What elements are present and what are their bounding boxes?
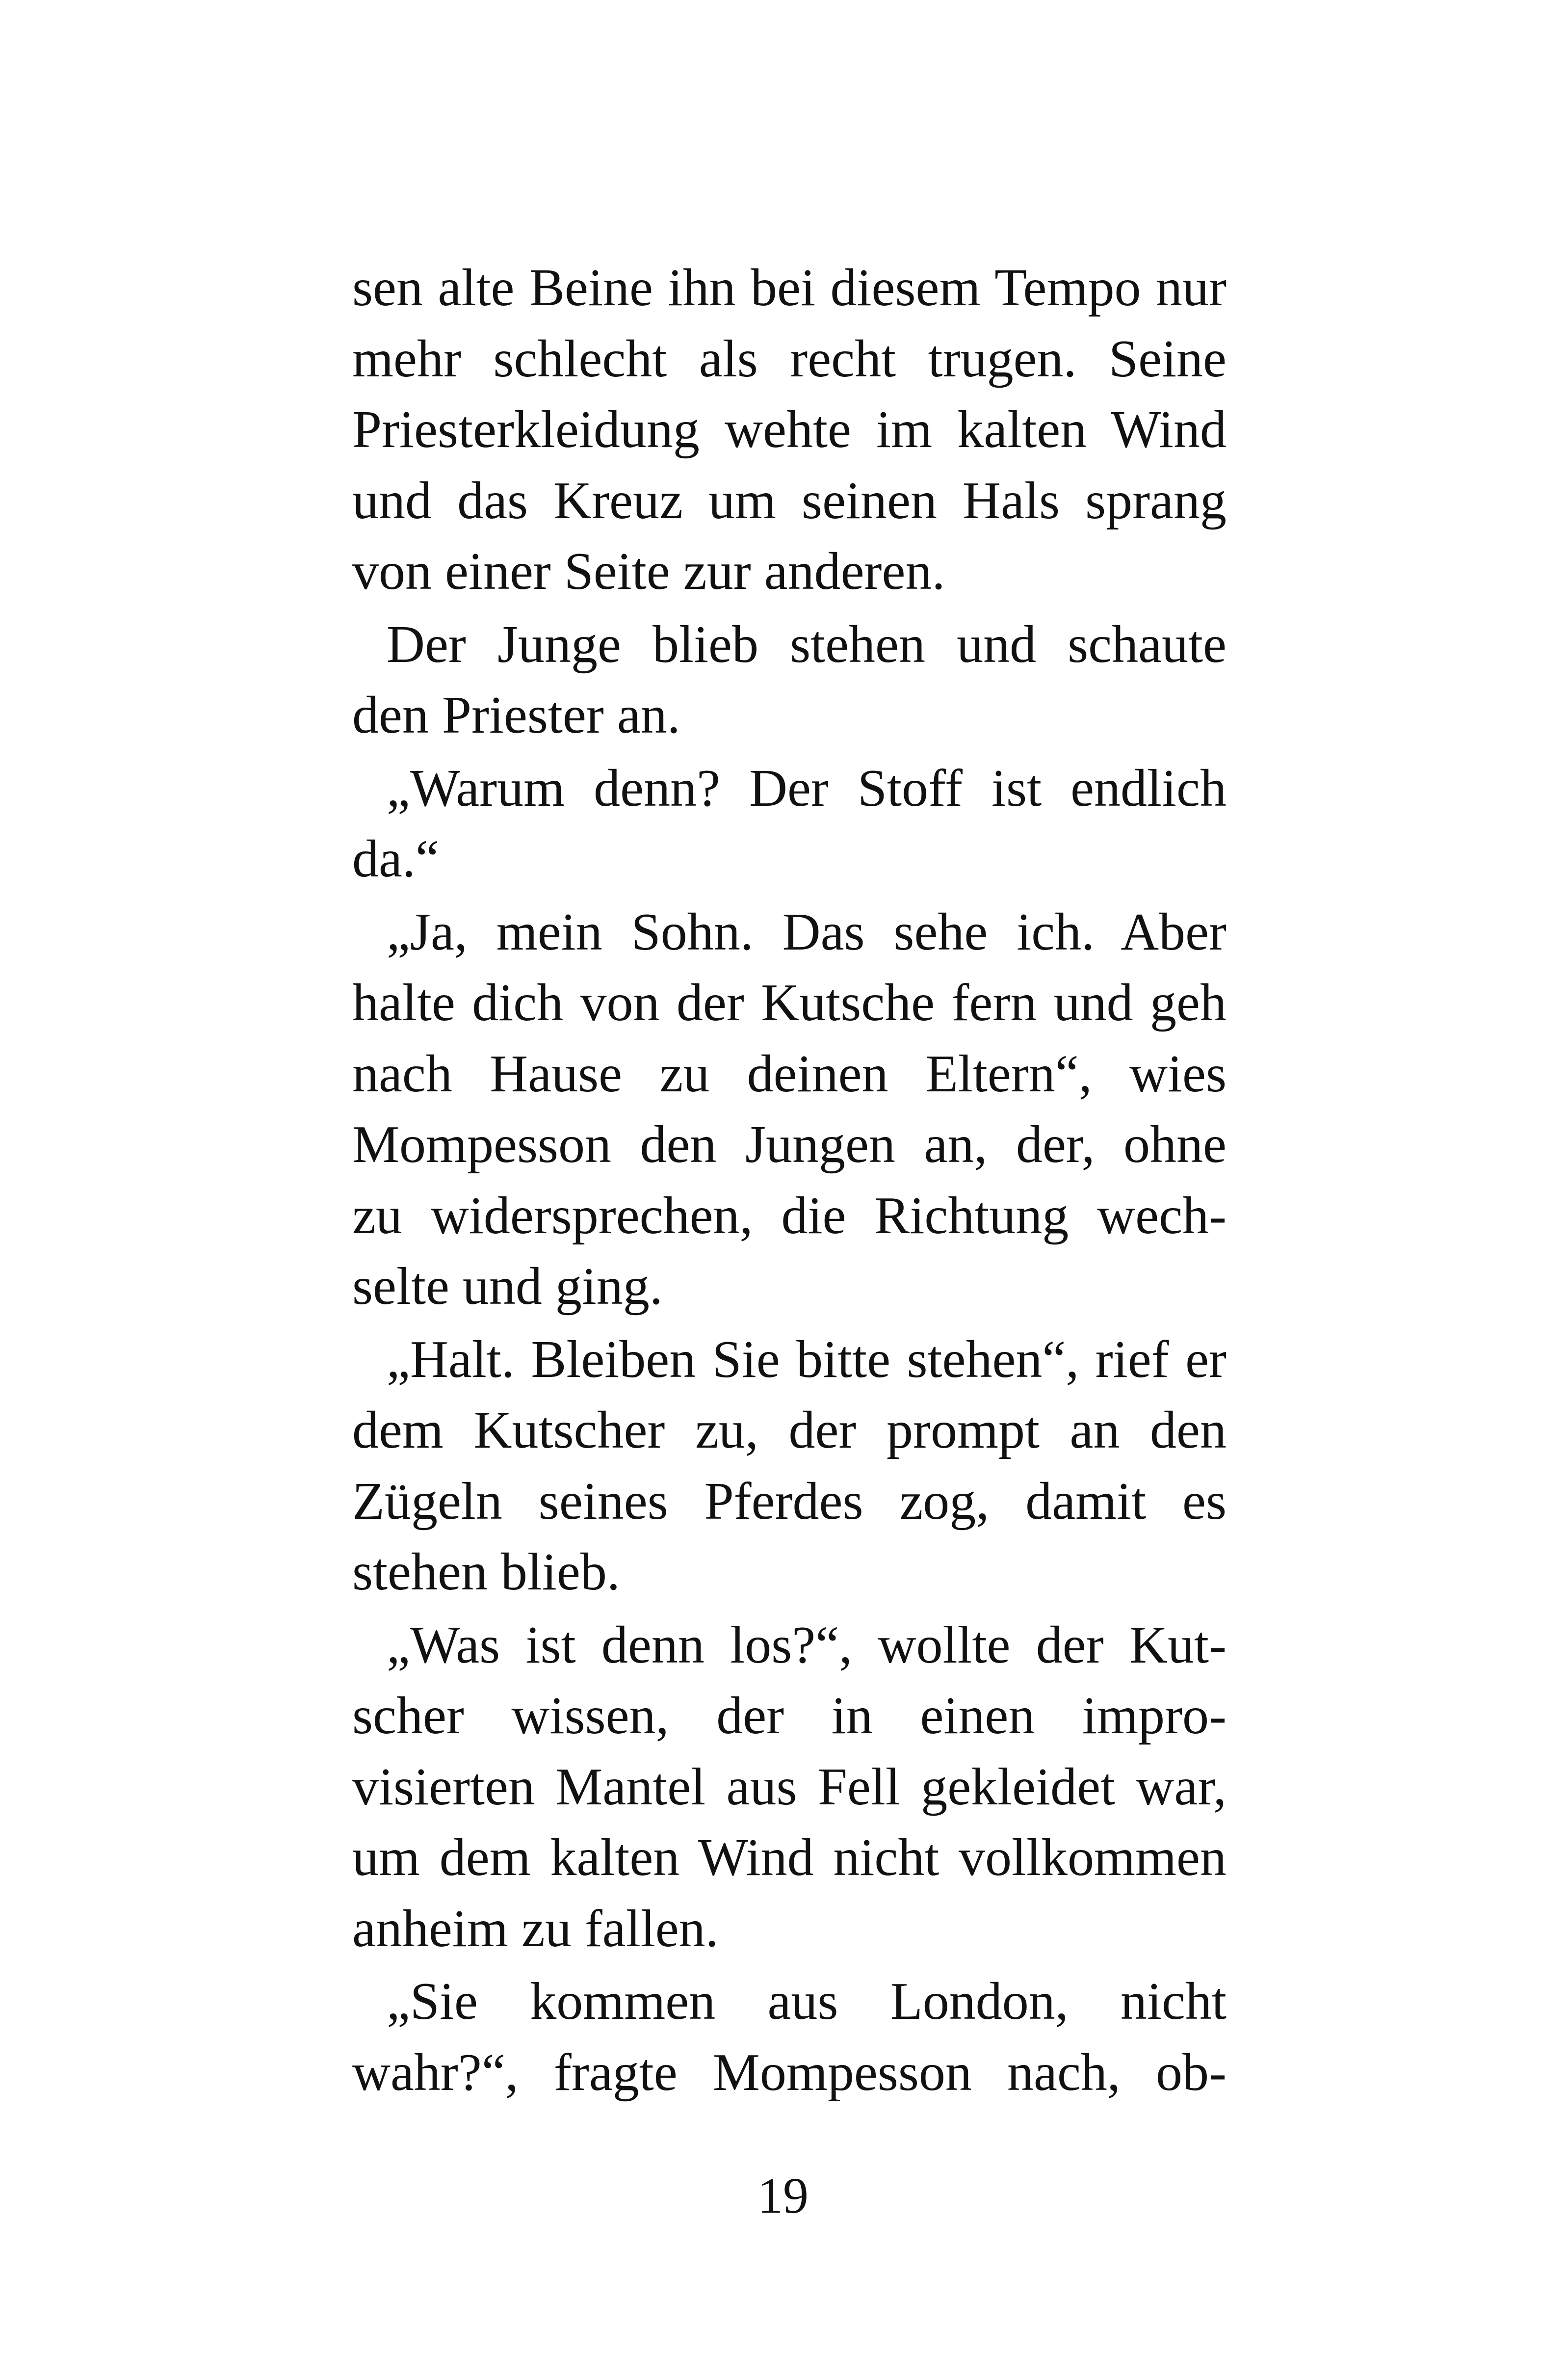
text-line: wahr?“, fragte Mompesson nach, ob- [352, 2043, 1227, 2102]
text-line: da.“ [352, 830, 439, 888]
text-line: zu widersprechen, die Richtung wech- [352, 1186, 1227, 1245]
text-line: und das Kreuz um seinen Hals sprang [352, 471, 1227, 530]
text-line: den Priester an. [352, 686, 680, 744]
page-number: 19 [757, 2168, 809, 2224]
paragraph [352, 753, 1227, 895]
paragraph [352, 897, 1227, 1322]
text-line: selte und ging. [352, 1257, 663, 1316]
text-line: „Was ist denn los?“, wollte der Kut- [387, 1615, 1227, 1674]
paragraph [352, 1966, 1227, 2108]
text-line: Mompesson den Jungen an, der, ohne [352, 1115, 1227, 1174]
text-line: dem Kutscher zu, der prompt an den [352, 1401, 1227, 1459]
text-line: anheim zu fallen. [352, 1899, 719, 1958]
body-text [352, 253, 1227, 2108]
text-line: Der Junge blieb stehen und schaute [387, 615, 1227, 674]
text-line: Priesterkleidung wehte im kalten Wind [352, 400, 1227, 459]
text-line: sen alte Beine ihn bei diesem Tempo nur [352, 259, 1227, 317]
text-line: halte dich von der Kutsche fern und geh [352, 974, 1227, 1032]
text-line: scher wissen, der in einen impro- [352, 1687, 1227, 1745]
paragraph [352, 1324, 1227, 1608]
text-line: nach Hause zu deinen Eltern“, wies [352, 1044, 1227, 1103]
text-line: „Sie kommen aus London, nicht [387, 1972, 1227, 2031]
text-line: stehen blieb. [352, 1543, 620, 1601]
paragraph [352, 1610, 1227, 1965]
text-line: mehr schlecht als recht trugen. Seine [352, 329, 1227, 388]
paragraph [352, 609, 1227, 751]
text-line: „Halt. Bleiben Sie bitte stehen“, rief er [387, 1330, 1227, 1389]
text-line: Zügeln seines Pferdes zog, damit es [352, 1472, 1227, 1531]
text-line: von einer Seite zur anderen. [352, 542, 945, 601]
paragraph [352, 253, 1227, 608]
text-line: um dem kalten Wind nicht vollkommen [352, 1828, 1227, 1887]
text-line: „Warum denn? Der Stoff ist endlich [387, 759, 1227, 818]
text-line: „Ja, mein Sohn. Das sehe ich. Aber [387, 902, 1227, 961]
text-line: visierten Mantel aus Fell gekleidet war, [352, 1757, 1227, 1816]
